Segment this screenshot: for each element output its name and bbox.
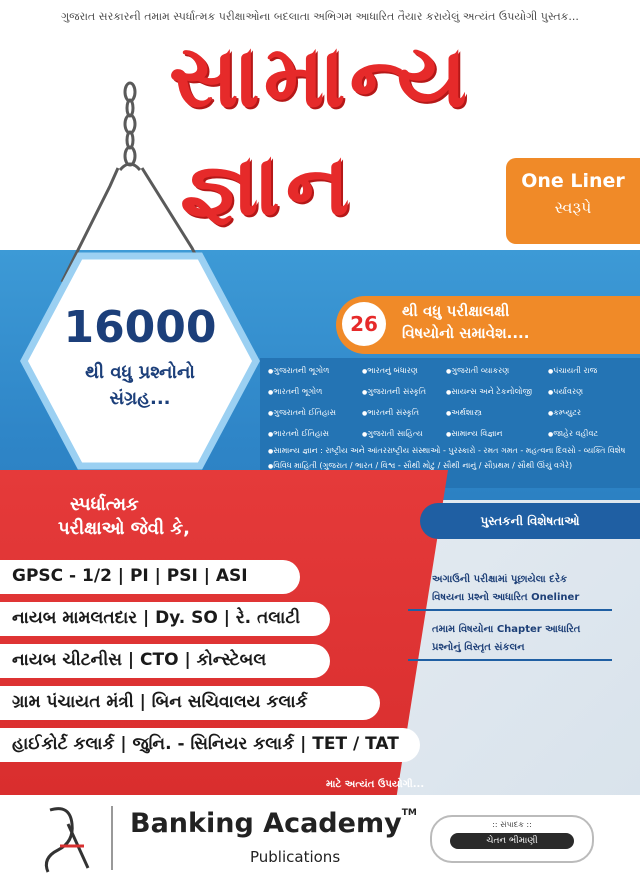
topic-item: ● ભારતની સંસ્કૃતિ xyxy=(362,408,419,418)
publisher-sub: Publications xyxy=(250,848,341,866)
topic-item: ● ગુજરાતની ભૂગોળ xyxy=(268,366,329,376)
exam-row-4: ગ્રામ પંચાયત મંત્રી | બિન સચિવાલય કલાર્ક xyxy=(12,692,308,712)
feature-1-line1: અગાઉની પરીક્ષામાં પૂછાયેલા દરેક xyxy=(432,574,568,585)
editor-name: ચેતન ભીમાણી xyxy=(450,833,574,849)
topic-item: ● જાહેર વહીવટ xyxy=(548,429,598,439)
question-label-line1: થી વધુ પ્રશ્નોનો xyxy=(85,362,195,383)
topic-item: ● ગુજરાતની સંસ્કૃતિ xyxy=(362,387,426,397)
features-heading: પુસ્તકની વિશેષતાઓ xyxy=(420,503,640,539)
title-line2: જ્ઞાન xyxy=(180,135,356,235)
feature-divider xyxy=(408,609,612,611)
topic-item: ● વિવિધ માહિતી (ગુજરાત / ભારત / વિશ્વ - સૌથી મોટું / સૌથી નાનું / સૌપ્રથમ / સૌથી ઊંચું વગેરે) xyxy=(268,461,572,471)
topic-item: ● ભારતની ભૂગોળ xyxy=(268,387,322,397)
topic-item: ● ભારતનો ઈતિહાસ xyxy=(268,429,329,439)
topic-item: ● સામાન્ય વિજ્ઞાન xyxy=(446,429,502,439)
subjects-line1: થી વધુ પરીક્ષાલક્ષી xyxy=(402,302,510,320)
exam-heading-line2: પરીક્ષાઓ જેવી કે, xyxy=(58,518,190,539)
exam-row-2: નાયબ મામલતદાર | Dy. SO | રે. તલાટી xyxy=(12,608,301,628)
editor-label: :: સંપાદક :: xyxy=(492,820,532,829)
tagline: ગુજરાત સરકારની તમામ સ્પર્ધાત્મક પરીક્ષાઓના બદલાતા અભિગમ આધારિત તૈયાર કરાયેલું અત્યંત ઉપયોગી પુસ્તક... xyxy=(61,10,579,23)
format-badge xyxy=(506,158,640,244)
subjects-count: 26 xyxy=(342,302,386,346)
topic-item: ● ગુજરાતી વ્યાકરણ xyxy=(446,366,509,376)
hexagon-badge xyxy=(20,252,260,470)
feature-2-line2: પ્રશ્નોનું વિસ્તૃત સંકલન xyxy=(432,642,525,653)
topic-item: ● પંચાયતી રાજ xyxy=(548,366,597,376)
publisher-logo-icon xyxy=(20,800,120,876)
topic-item: ● ગુજરાતનો ઈતિહાસ xyxy=(268,408,336,418)
exam-heading-line1: સ્પર્ધાત્મક xyxy=(70,494,139,515)
topic-item: ● કમ્પ્યુટર xyxy=(548,408,581,418)
exam-row-3: નાયબ ચીટનીસ | CTO | કોન્સ્ટેબલ xyxy=(12,650,267,670)
title-line1: સામાન્ય xyxy=(168,27,472,127)
feature-divider xyxy=(408,659,612,661)
exam-row-1: GPSC - 1/2 | PI | PSI | ASI xyxy=(12,566,248,586)
question-count: 16000 xyxy=(63,302,217,353)
exam-row-5: હાઈકોર્ટ કલાર્ક | જુનિ. - સિનિયર કલાર્ક | TET / TAT xyxy=(12,734,399,754)
trademark: TM xyxy=(401,808,417,818)
subjects-line2: વિષયોનો સમાવેશ.... xyxy=(402,324,530,342)
topic-item: ● ગુજરાતી સાહિત્ય xyxy=(362,429,423,439)
topic-item: ● અર્થશાસ્ત્ર xyxy=(446,408,482,418)
topic-item: ● ભારતનું બંધારણ xyxy=(362,366,418,376)
feature-1-line2: વિષયના પ્રશ્નો આધારિત Oneliner xyxy=(432,592,580,603)
publisher-name-text: Banking Academy xyxy=(130,808,402,839)
publisher-name xyxy=(130,808,417,839)
feature-2-line1: તમામ વિષયોના Chapter આધારિત xyxy=(432,624,581,635)
topic-item: ● સામાન્ય જ્ઞાન : રાષ્ટ્રીય અને આંતરરાષ્ટ્રીય સંસ્થાઓ - પુરસ્કારો - રમત ગમત - મહત્વના દિવસો - વ્યક્તિ વિશેષ xyxy=(268,446,625,456)
topic-item: ● પર્યાવરણ xyxy=(548,387,583,397)
format-badge-line1: One Liner xyxy=(521,170,625,192)
exam-footer-note: માટે અત્યંત ઉપયોગી... xyxy=(326,779,425,790)
topic-item: ● સાયન્સ અને ટેકનોલોજી xyxy=(446,387,532,397)
format-badge-line2: સ્વરૂપે xyxy=(554,198,592,217)
question-label-line2: સંગ્રહ... xyxy=(109,388,171,409)
